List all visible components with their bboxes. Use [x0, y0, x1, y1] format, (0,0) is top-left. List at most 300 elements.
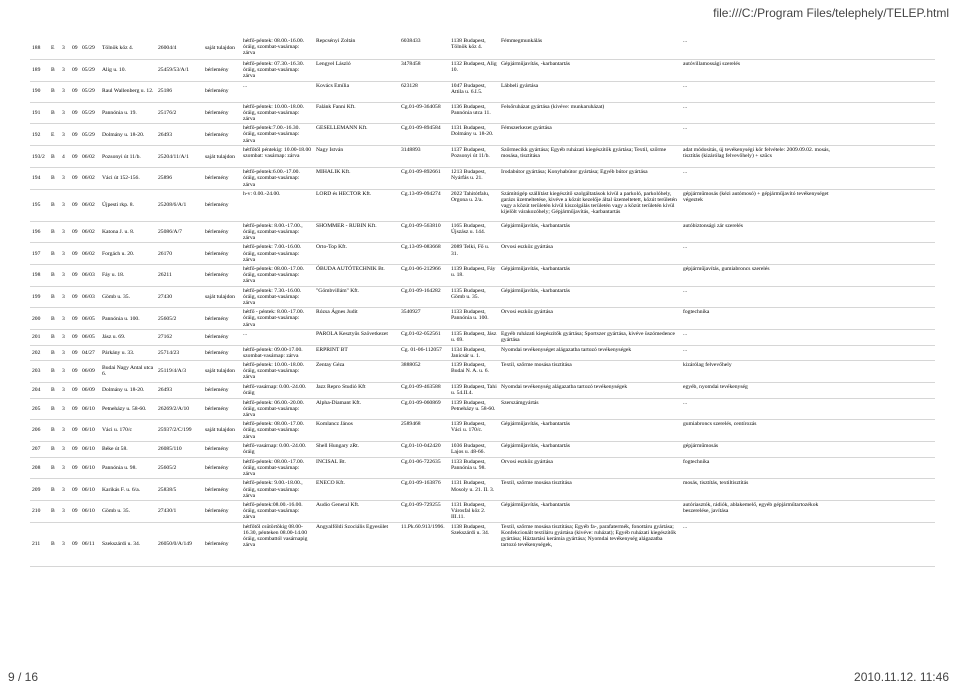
- cell-lot: 27162: [156, 330, 203, 345]
- cell-id: 192: [30, 124, 49, 146]
- cell-activity: Nyomdai tevékenységet alágazatba tartozó tevékenységek: [499, 345, 681, 360]
- cell-lot: 26004/4: [156, 37, 203, 59]
- cell-date: 06/05: [80, 330, 100, 345]
- cell-ownership: bérlemény: [203, 522, 241, 566]
- cell-note: gépjárműmosás (kézi autómosó) + gépjárműjavító tevékenységet végeztek: [681, 189, 845, 221]
- cell-operator: Nagy István: [314, 146, 399, 168]
- cell-address: Szekszárdi u. 34.: [100, 522, 156, 566]
- cell-date: 06/11: [80, 522, 100, 566]
- cell-activity: Orvosi eszköz gyártása: [499, 457, 681, 479]
- cell-activity: Textil, szőrme mosása tisztítása: [499, 360, 681, 382]
- cell-year: 09: [70, 522, 80, 566]
- cell-operator: ENECO Kft.: [314, 479, 399, 501]
- cell-type: B: [49, 264, 60, 286]
- cell-zone: 3: [60, 420, 70, 442]
- cell-note: gépjárműjavítás, gumiabroncs szerelés: [681, 264, 845, 286]
- cell-year: 09: [70, 168, 80, 190]
- cell-operator: PAROLA Kesztyűs Szövetkezet: [314, 330, 399, 345]
- cell-id: 202: [30, 345, 49, 360]
- cell-extra: [845, 81, 935, 102]
- cell-address: Budai Nagy Antal utca 6.: [100, 360, 156, 382]
- table-row: [30, 420, 935, 442]
- cell-activity: Orvosi eszköz gyártása: [499, 308, 681, 330]
- cell-seat: 1131 Budapest, Dolmány u. 18-20.: [449, 124, 499, 146]
- cell-zone: 3: [60, 441, 70, 457]
- cell-id: 205: [30, 398, 49, 420]
- cell-address: Gömb u. 35.: [100, 501, 156, 523]
- table-row: [30, 286, 935, 308]
- cell-zone: 3: [60, 102, 70, 124]
- cell-operator: LORD és HECTOR Kft.: [314, 189, 399, 221]
- cell-hours: ...: [241, 330, 314, 345]
- cell-lot: 25937/2/C/199: [156, 420, 203, 442]
- cell-reg: Cg.01-09-892661: [399, 168, 449, 190]
- cell-reg: Cg.01-06-722635: [399, 457, 449, 479]
- cell-seat: 1134 Budapest, Janicsár u. 1.: [449, 345, 499, 360]
- cell-activity: Számítógép szállítást kiegészítő szolgáltatások kívül a parkoló, parkolóhely, garázs üzemeltetése, kivéve a közút kezelője által üzemeltetett, közút területén vagy a közút területén kívül kiszolgálás területén vagy a közút területén kívül kijelölt várakozóhely; Gépjárműjavítás, -karbantartás: [499, 189, 681, 221]
- cell-id: 196: [30, 221, 49, 243]
- cell-date: 06/03: [80, 264, 100, 286]
- cell-ownership: saját tulajdon: [203, 37, 241, 59]
- cell-type: B: [49, 308, 60, 330]
- cell-note: ...: [681, 124, 845, 146]
- cell-extra: [845, 124, 935, 146]
- cell-type: B: [49, 330, 60, 345]
- cell-note: ...: [681, 286, 845, 308]
- cell-hours: h-v: 0.00.-24.00.: [241, 189, 314, 221]
- cell-address: Alig u. 10.: [100, 59, 156, 81]
- cell-type: B: [49, 457, 60, 479]
- cell-zone: 3: [60, 168, 70, 190]
- cell-extra: [845, 59, 935, 81]
- cell-reg: Cg.01-09-163876: [399, 479, 449, 501]
- page-number: 9 / 16: [8, 670, 39, 684]
- cell-lot: 26085/110: [156, 441, 203, 457]
- cell-address: Gömb u. 35.: [100, 286, 156, 308]
- cell-note: ...: [681, 243, 845, 265]
- cell-date: 06/02: [80, 221, 100, 243]
- cell-type: B: [49, 360, 60, 382]
- cell-operator: Repcsényi Zoltán: [314, 37, 399, 59]
- cell-operator: Angyalföldi Szociális Egyesület: [314, 522, 399, 566]
- table-row: [30, 37, 935, 59]
- cell-lot: 27430/1: [156, 501, 203, 523]
- cell-zone: 3: [60, 286, 70, 308]
- cell-type: B: [49, 102, 60, 124]
- cell-operator: "Gömbvillám" Kft.: [314, 286, 399, 308]
- cell-date: 06/02: [80, 243, 100, 265]
- cell-activity: Nyomdai tevékenység alágazatba tartozó tevékenységek: [499, 382, 681, 398]
- table-row: [30, 189, 935, 221]
- cell-operator: Falánk Fanni Kft.: [314, 102, 399, 124]
- cell-date: 04/27: [80, 345, 100, 360]
- cell-date: 06/09: [80, 382, 100, 398]
- cell-hours: hétfő-péntek: 10.00.-18.00. óráig, szombat-vasárnap: zárva: [241, 102, 314, 124]
- cell-extra: [845, 146, 935, 168]
- table-row: [30, 264, 935, 286]
- cell-year: 09: [70, 441, 80, 457]
- table-row: [30, 168, 935, 190]
- table-row: [30, 102, 935, 124]
- cell-year: 09: [70, 360, 80, 382]
- cell-id: 191: [30, 102, 49, 124]
- cell-zone: 3: [60, 382, 70, 398]
- cell-extra: [845, 102, 935, 124]
- cell-extra: [845, 345, 935, 360]
- cell-date: 06/10: [80, 420, 100, 442]
- table-row: [30, 398, 935, 420]
- cell-zone: 3: [60, 398, 70, 420]
- cell-date: 06/05: [80, 308, 100, 330]
- cell-extra: [845, 382, 935, 398]
- cell-address: Dolmány u. 18-20.: [100, 124, 156, 146]
- cell-reg: Cg.01-09-364058: [399, 102, 449, 124]
- cell-extra: [845, 360, 935, 382]
- cell-lot: 25204/11/A/1: [156, 146, 203, 168]
- cell-extra: [845, 221, 935, 243]
- table-body: [30, 37, 935, 566]
- cell-address: Párkány u. 33.: [100, 345, 156, 360]
- cell-address: Fáy u. 18.: [100, 264, 156, 286]
- cell-reg: Cg.01-09-060869: [399, 398, 449, 420]
- cell-zone: 3: [60, 457, 70, 479]
- cell-operator: Alpha-Diamant Kft.: [314, 398, 399, 420]
- cell-note: ...: [681, 37, 845, 59]
- cell-lot: 26493: [156, 382, 203, 398]
- table-row: [30, 146, 935, 168]
- cell-seat: 1135 Budapest, Gömb u. 35.: [449, 286, 499, 308]
- cell-ownership: bérlemény: [203, 124, 241, 146]
- cell-extra: [845, 168, 935, 190]
- cell-lot: 26269/2/A/10: [156, 398, 203, 420]
- cell-id: 207: [30, 441, 49, 457]
- cell-year: 09: [70, 264, 80, 286]
- cell-ownership: bérlemény: [203, 264, 241, 286]
- cell-zone: 4: [60, 146, 70, 168]
- cell-lot: 25896: [156, 168, 203, 190]
- cell-activity: Szerszámgyártás: [499, 398, 681, 420]
- cell-activity: Gépjárműjavítás, -karbantartás: [499, 221, 681, 243]
- cell-operator: Orto-Top Kft.: [314, 243, 399, 265]
- cell-year: 09: [70, 345, 80, 360]
- cell-type: B: [49, 398, 60, 420]
- premises-table: [30, 37, 935, 567]
- cell-type: B: [49, 345, 60, 360]
- cell-reg: Cg.01-02-052561: [399, 330, 449, 345]
- cell-ownership: saját tulajdon: [203, 146, 241, 168]
- cell-extra: [845, 37, 935, 59]
- cell-seat: 1165 Budapest, Újszász u. 144.: [449, 221, 499, 243]
- cell-note: kizárólag felvevőhely: [681, 360, 845, 382]
- cell-lot: 25605/2: [156, 308, 203, 330]
- cell-year: 09: [70, 479, 80, 501]
- cell-activity: Gépjárműjavítás, -karbantartás: [499, 441, 681, 457]
- cell-zone: 3: [60, 522, 70, 566]
- cell-ownership: bérlemény: [203, 308, 241, 330]
- cell-ownership: saját tulajdon: [203, 360, 241, 382]
- cell-year: 09: [70, 37, 80, 59]
- cell-zone: 3: [60, 243, 70, 265]
- cell-activity: Lábbeli gyártása: [499, 81, 681, 102]
- cell-activity: Felsőruházat gyártása (kivéve: munkaruházat): [499, 102, 681, 124]
- cell-type: B: [49, 81, 60, 102]
- cell-reg: 3148893: [399, 146, 449, 168]
- cell-extra: [845, 243, 935, 265]
- cell-id: 195: [30, 189, 49, 221]
- cell-ownership: bérlemény: [203, 168, 241, 190]
- cell-seat: 1047 Budapest, Attila u. 6.I.5.: [449, 81, 499, 102]
- cell-date: 06/10: [80, 501, 100, 523]
- cell-operator: Rózsa Ágnes Judit: [314, 308, 399, 330]
- cell-lot: 25208/6/A/1: [156, 189, 203, 221]
- cell-type: B: [49, 441, 60, 457]
- cell-ownership: bérlemény: [203, 59, 241, 81]
- cell-type: B: [49, 146, 60, 168]
- cell-type: B: [49, 286, 60, 308]
- cell-activity: Fémszerkezet gyártása: [499, 124, 681, 146]
- cell-year: 09: [70, 81, 80, 102]
- cell-address: Pannónia u. 98.: [100, 457, 156, 479]
- cell-lot: 25086/A/7: [156, 221, 203, 243]
- cell-activity: Gépjárműjavítás, -karbantartás: [499, 264, 681, 286]
- cell-address: Béke út 58.: [100, 441, 156, 457]
- cell-hours: hétfő-péntek: 08.00.-17.00. óráig, szombat-vasárnap: zárva: [241, 457, 314, 479]
- cell-seat: 1036 Budapest, Lajos u. 48-66.: [449, 441, 499, 457]
- cell-reg: Cg.13-09-083668: [399, 243, 449, 265]
- cell-id: 210: [30, 501, 49, 523]
- cell-id: 199: [30, 286, 49, 308]
- cell-reg: 2589468: [399, 420, 449, 442]
- cell-operator: MIHALIK Kft.: [314, 168, 399, 190]
- table-row: [30, 360, 935, 382]
- cell-extra: [845, 522, 935, 566]
- cell-note: ...: [681, 522, 845, 566]
- cell-id: 200: [30, 308, 49, 330]
- cell-operator: ERPRINT BT: [314, 345, 399, 360]
- cell-zone: 3: [60, 37, 70, 59]
- table-row: [30, 457, 935, 479]
- cell-zone: 3: [60, 308, 70, 330]
- cell-id: 201: [30, 330, 49, 345]
- cell-ownership: bérlemény: [203, 330, 241, 345]
- cell-extra: [845, 441, 935, 457]
- cell-seat: 1131 Budapest, Mosoly u. 21. II. 3.: [449, 479, 499, 501]
- cell-hours: hétfő-péntek: 07.30.-16.30. óráig, szombat-vasárnap: zárva: [241, 59, 314, 81]
- cell-extra: [845, 264, 935, 286]
- cell-seat: 1133 Budapest, Pannónia u. 100.: [449, 308, 499, 330]
- cell-note: egyéb, nyomdai tevékenység: [681, 382, 845, 398]
- cell-reg: Cg.01-09-164282: [399, 286, 449, 308]
- cell-ownership: saját tulajdon: [203, 286, 241, 308]
- cell-note: gépjárműmosás: [681, 441, 845, 457]
- cell-year: 09: [70, 124, 80, 146]
- cell-operator: Zentay Géza: [314, 360, 399, 382]
- cell-address: Karikás F. u. 6/a.: [100, 479, 156, 501]
- cell-reg: 3478458: [399, 59, 449, 81]
- cell-address: Pannónia u. 19.: [100, 102, 156, 124]
- cell-year: 09: [70, 330, 80, 345]
- cell-type: B: [49, 168, 60, 190]
- cell-year: 09: [70, 221, 80, 243]
- cell-type: B: [49, 479, 60, 501]
- cell-operator: Shell Hungary zRt.: [314, 441, 399, 457]
- cell-seat: 2022 Tahitótfalu, Orgona u. 2/a.: [449, 189, 499, 221]
- cell-extra: [845, 398, 935, 420]
- cell-hours: hétfő-péntek:7.00.-16.30. óráig, szombat-vasárnap: zárva: [241, 124, 314, 146]
- cell-note: fogtechnika: [681, 457, 845, 479]
- cell-lot: 27430: [156, 286, 203, 308]
- cell-type: B: [49, 243, 60, 265]
- table-row: [30, 501, 935, 523]
- cell-date: 06/02: [80, 189, 100, 221]
- cell-lot: 26050/0/A/149: [156, 522, 203, 566]
- cell-type: E: [49, 37, 60, 59]
- cell-ownership: bérlemény: [203, 243, 241, 265]
- cell-extra: [845, 420, 935, 442]
- cell-zone: 3: [60, 330, 70, 345]
- cell-ownership: bérlemény: [203, 398, 241, 420]
- cell-date: 05/29: [80, 37, 100, 59]
- cell-seat: 1136 Budapest, Pannónia utca 11.: [449, 102, 499, 124]
- cell-date: 05/29: [80, 59, 100, 81]
- cell-hours: hétfőtől péntekig: 10.00-18.00 szombat: vasárnap: zárva: [241, 146, 314, 168]
- cell-seat: 1139 Budapest, Tahi u. 54.II.4.: [449, 382, 499, 398]
- cell-ownership: bérlemény: [203, 345, 241, 360]
- cell-ownership: bérlemény: [203, 501, 241, 523]
- cell-activity: Gépjárműjavítás, -karbantartás: [499, 420, 681, 442]
- cell-note: autóbiztonsági zár szerelés: [681, 221, 845, 243]
- cell-activity: Gépjárműjavítás, -karbantartás: [499, 286, 681, 308]
- cell-lot: 25714/23: [156, 345, 203, 360]
- cell-id: 188: [30, 37, 49, 59]
- cell-operator: Komlancz János: [314, 420, 399, 442]
- cell-seat: 1133 Budapest, Pannónia u. 98.: [449, 457, 499, 479]
- cell-type: B: [49, 221, 60, 243]
- cell-date: 05/29: [80, 124, 100, 146]
- cell-year: 09: [70, 59, 80, 81]
- cell-operator: Audio General Kft.: [314, 501, 399, 523]
- cell-ownership: bérlemény: [203, 382, 241, 398]
- cell-zone: 3: [60, 221, 70, 243]
- cell-year: 09: [70, 420, 80, 442]
- cell-address: Pannónia u. 100.: [100, 308, 156, 330]
- cell-activity: Textil, szőrme mosása tisztítása: [499, 479, 681, 501]
- cell-reg: Cg.01-09-894584: [399, 124, 449, 146]
- cell-address: Jász u. 69.: [100, 330, 156, 345]
- cell-address: Váci út 152-156.: [100, 168, 156, 190]
- cell-type: B: [49, 59, 60, 81]
- cell-extra: [845, 479, 935, 501]
- cell-date: 05/29: [80, 102, 100, 124]
- cell-hours: hétfő-péntek: 06.00.-20.00. óráig, szombat-vasárnap: zárva: [241, 398, 314, 420]
- cell-date: 06/09: [80, 360, 100, 382]
- table-row: [30, 308, 935, 330]
- cell-reg: 11.Pk.60.913/1996.: [399, 522, 449, 566]
- cell-zone: 3: [60, 501, 70, 523]
- cell-note: ...: [681, 81, 845, 102]
- cell-activity: Egyéb ruházati kiegészítők gyártása; Sportszer gyártása, kivéve üszómedence gyártása: [499, 330, 681, 345]
- cell-operator: GESELLEMANN Kft.: [314, 124, 399, 146]
- cell-ownership: saját tulajdon: [203, 420, 241, 442]
- cell-id: 209: [30, 479, 49, 501]
- cell-activity: Irodabútor gyártása; Konyhabútor gyártása; Egyéb bútor gyártása: [499, 168, 681, 190]
- table-row: [30, 124, 935, 146]
- cell-seat: 1131 Budapest, Városfal köz 2. III.11.: [449, 501, 499, 523]
- cell-reg: Cg.01-06-212966: [399, 264, 449, 286]
- cell-date: 06/03: [80, 286, 100, 308]
- page-url-header: file:///C:/Program Files/telephely/TELEP.html: [713, 6, 949, 20]
- cell-hours: hétfő-vasárnap: 0.00.-24.00. óráig: [241, 441, 314, 457]
- cell-type: B: [49, 420, 60, 442]
- cell-zone: 3: [60, 189, 70, 221]
- cell-hours: hétfőtől csütörtökig 08.00-16.30, pénteken 08.00-14.00 óráig, szombattól vasárnapig zárva: [241, 522, 314, 566]
- cell-reg: 3888052: [399, 360, 449, 382]
- cell-reg: 623128: [399, 81, 449, 102]
- cell-seat: 1135 Budapest, Jász u. 69.: [449, 330, 499, 345]
- cell-extra: [845, 308, 935, 330]
- cell-seat: 1138 Budapest, Szekszárdi u. 34.: [449, 522, 499, 566]
- cell-address: Raul Wallenberg u. 12.: [100, 81, 156, 102]
- cell-hours: hétfő-péntek: 7.00.-16.00. óráig, szombat-vasárnap: zárva: [241, 243, 314, 265]
- cell-lot: 25605/2: [156, 457, 203, 479]
- cell-extra: [845, 457, 935, 479]
- cell-year: 09: [70, 501, 80, 523]
- cell-lot: 25459/53/A/1: [156, 59, 203, 81]
- cell-id: 197: [30, 243, 49, 265]
- cell-note: autóvillamossági szerelés: [681, 59, 845, 81]
- cell-note: ...: [681, 330, 845, 345]
- cell-address: Forgách u. 20.: [100, 243, 156, 265]
- cell-note: ...: [681, 398, 845, 420]
- table-row: [30, 479, 935, 501]
- cell-date: 06/10: [80, 457, 100, 479]
- cell-reg: Cg.01-09-463588: [399, 382, 449, 398]
- cell-ownership: bérlemény: [203, 81, 241, 102]
- cell-id: 189: [30, 59, 49, 81]
- cell-year: 09: [70, 243, 80, 265]
- cell-ownership: bérlemény: [203, 457, 241, 479]
- cell-id: 206: [30, 420, 49, 442]
- cell-seat: 1139 Budapest, Váci u. 170/c.: [449, 420, 499, 442]
- cell-hours: ...: [241, 81, 314, 102]
- table-row: [30, 382, 935, 398]
- cell-hours: hétfő-péntek: 8.00.-17.00., óráig, szombat-vasárnap: zárva: [241, 221, 314, 243]
- cell-activity: Fémmegmunkálás: [499, 37, 681, 59]
- cell-type: B: [49, 501, 60, 523]
- cell-extra: [845, 286, 935, 308]
- cell-lot: 26493: [156, 124, 203, 146]
- cell-hours: hétfő-péntek: 09.00-17.00. szombat-vasárnap: zárva: [241, 345, 314, 360]
- table-row: [30, 59, 935, 81]
- cell-operator: Kovács Emília: [314, 81, 399, 102]
- cell-seat: 1139 Budapest, Petneházy u. 58-60.: [449, 398, 499, 420]
- cell-lot: 25186: [156, 81, 203, 102]
- table-row: [30, 81, 935, 102]
- cell-hours: hétfő-péntek:6.00.-17.00. óráig, szombat-vasárnap: zárva: [241, 168, 314, 190]
- cell-address: Váci u. 170/c: [100, 420, 156, 442]
- cell-seat: 1139 Budapest, Budai N. A. u. 6.: [449, 360, 499, 382]
- cell-ownership: bérlemény: [203, 102, 241, 124]
- cell-id: 190: [30, 81, 49, 102]
- cell-extra: [845, 501, 935, 523]
- cell-reg: 6038433: [399, 37, 449, 59]
- cell-zone: 3: [60, 81, 70, 102]
- cell-zone: 3: [60, 479, 70, 501]
- cell-hours: hétfő-péntek: 08.00.-17.00. óráig, szombat-vasárnap: zárva: [241, 264, 314, 286]
- cell-extra: [845, 330, 935, 345]
- cell-note: gumiabroncs szerelés, centírozás: [681, 420, 845, 442]
- cell-year: 09: [70, 457, 80, 479]
